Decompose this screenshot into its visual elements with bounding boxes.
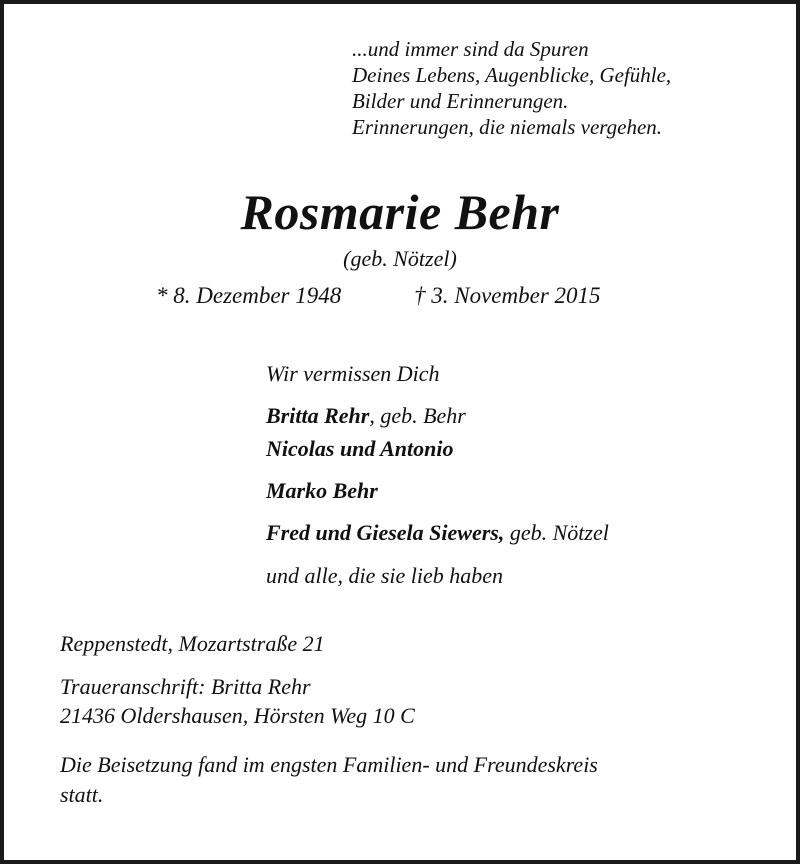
mourner-suffix: geb. Nötzel xyxy=(504,520,609,545)
mourner-name: Marko Behr xyxy=(266,478,378,503)
mourner-name: Fred und Giesela Siewers, xyxy=(266,520,505,545)
mourner-name: Nicolas und Antonio xyxy=(266,436,454,461)
mourner-entry xyxy=(266,478,378,504)
death-date: † 3. November 2015 xyxy=(414,283,601,308)
poem-line: Erinnerungen, die niemals vergehen. xyxy=(352,115,663,139)
poem-line: Deines Lebens, Augenblicke, Gefühle, xyxy=(352,63,672,87)
mourners-intro: Wir vermissen Dich xyxy=(266,361,440,386)
residence-address: Reppenstedt, Mozartstraße 21 xyxy=(60,631,325,656)
mourner-entry xyxy=(266,403,466,429)
birth-date: * 8. Dezember 1948 xyxy=(156,283,342,308)
burial-notice-line: Die Beisetzung fand im engsten Familien- und Freundeskreis xyxy=(60,752,598,777)
poem-line: Bilder und Erinnerungen. xyxy=(352,89,569,113)
mourner-suffix: , geb. Behr xyxy=(369,403,466,428)
mourning-address-label: Traueranschrift: Britta Rehr xyxy=(60,674,311,699)
poem-block xyxy=(352,36,671,140)
poem-line: ...und immer sind da Spuren xyxy=(352,37,589,61)
mourners-closing: und alle, die sie lieb haben xyxy=(266,563,504,588)
mourning-address-street: 21436 Oldershausen, Hörsten Weg 10 C xyxy=(60,703,415,728)
mourner-entry xyxy=(266,436,453,462)
maiden-name: (geb. Nötzel) xyxy=(343,246,457,271)
mourner-entry xyxy=(266,520,609,546)
mourner-name: Britta Rehr xyxy=(266,403,370,428)
deceased-name: Rosmarie Behr xyxy=(240,184,560,240)
burial-notice-line: statt. xyxy=(60,782,104,807)
